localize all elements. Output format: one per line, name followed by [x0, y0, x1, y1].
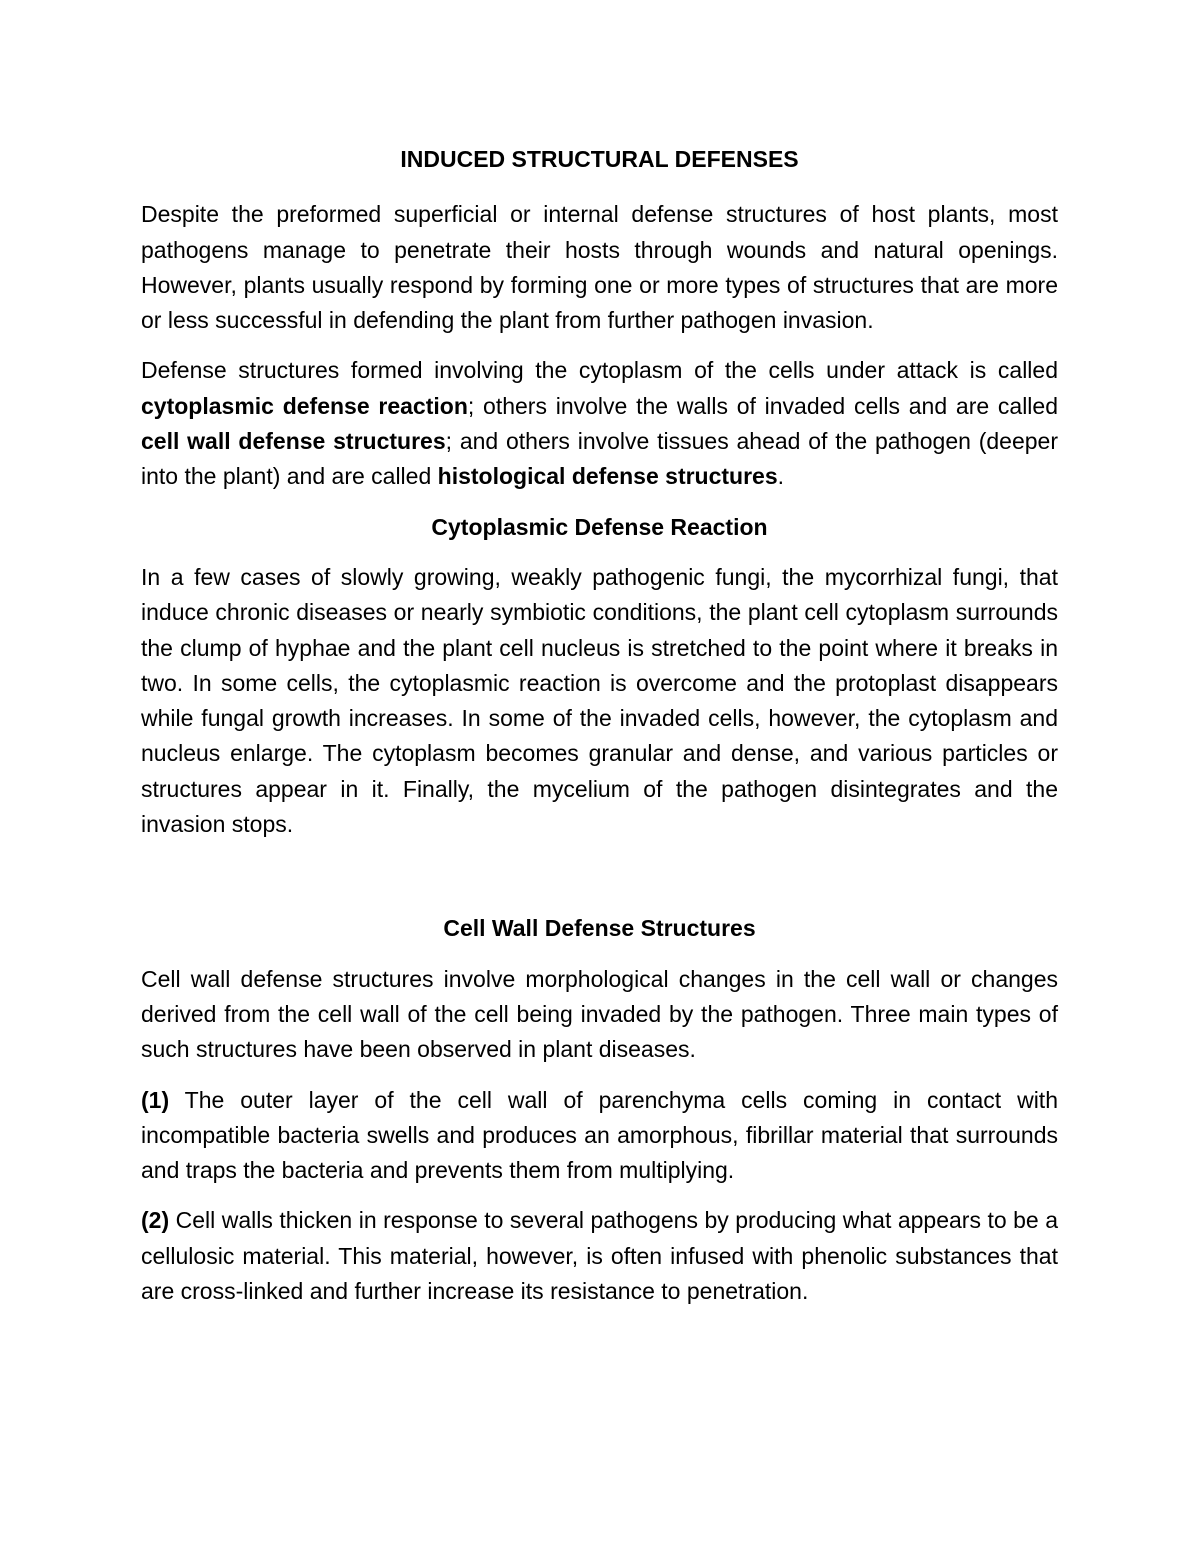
item-number: (2) — [141, 1207, 170, 1234]
defense-types-text: Defense structures formed involving the cytoplasm of the cells under attack is called — [141, 357, 1058, 384]
intro-paragraph: Despite the preformed superficial or internal defense structures of host plants, most pathogens manage to penetrate their hosts through wounds and natural openings. However, plants usually respond by forming one or more types of structures that are more or less successful in defending the plant from further pathogen invasion. — [141, 201, 1058, 334]
document-title: INDUCED STRUCTURAL DEFENSES — [400, 146, 799, 172]
defense-types-text: ; others involve the walls of invaded cells and are called — [467, 392, 1058, 419]
cell-wall-item-1 — [141, 1083, 1058, 1189]
term-cytoplasmic-defense-reaction: cytoplasmic defense reaction — [141, 392, 468, 419]
item-text: The outer layer of the cell wall of parenchyma cells coming in contact with incompatible bacteria swells and produces an amorphous, fibrillar material that surrounds and traps the bacteria and prevents them from multiplying. — [141, 1086, 1058, 1184]
item-number: (1) — [141, 1086, 170, 1113]
cell-wall-paragraph: Cell wall defense structures involve morphological changes in the cell wall or changes derived from the cell wall of the cell being invaded by the pathogen. Three main types of such structures have been observed in plant diseases. — [141, 965, 1058, 1063]
defense-types-text: ; and others involve tissues ahead of the pathogen (deeper into the plant) and are called — [141, 428, 1059, 490]
document-page — [141, 142, 1058, 1309]
defense-types-text: . — [777, 463, 785, 490]
item-text: Cell walls thicken in response to several pathogens by producing what appears to be a cellulosic material. This material, however, is often infused with phenolic substances that are cross-linked and further increase its resistance to penetration. — [141, 1207, 1058, 1305]
term-histological-defense-structures: histological defense structures — [437, 463, 778, 490]
cell-wall-item-2 — [141, 1203, 1058, 1309]
cytoplasmic-paragraph: In a few cases of slowly growing, weakly pathogenic fungi, the mycorrhizal fungi, that induce chronic diseases or nearly symbiotic conditions, the plant cell cytoplasm surrounds the clump of hyphae and the plant cell nucleus is stretched to the point where it breaks in two. In some cells, the cytoplasmic reaction is overcome and the protoplast disappears while fungal growth increases. In some of the invaded cells, however, the cytoplasm and nucleus enlarge. The cytoplasm becomes granular and dense, and various particles or structures appear in it. Finally, the mycelium of the pathogen disintegrates and the invasion stops. — [141, 563, 1058, 838]
term-cell-wall-defense-structures: cell wall defense structures — [141, 428, 446, 455]
section-heading-cytoplasmic: Cytoplasmic Defense Reaction — [431, 513, 768, 540]
section-heading-cell-wall: Cell Wall Defense Structures — [443, 915, 756, 942]
defense-types-paragraph — [141, 353, 1058, 494]
